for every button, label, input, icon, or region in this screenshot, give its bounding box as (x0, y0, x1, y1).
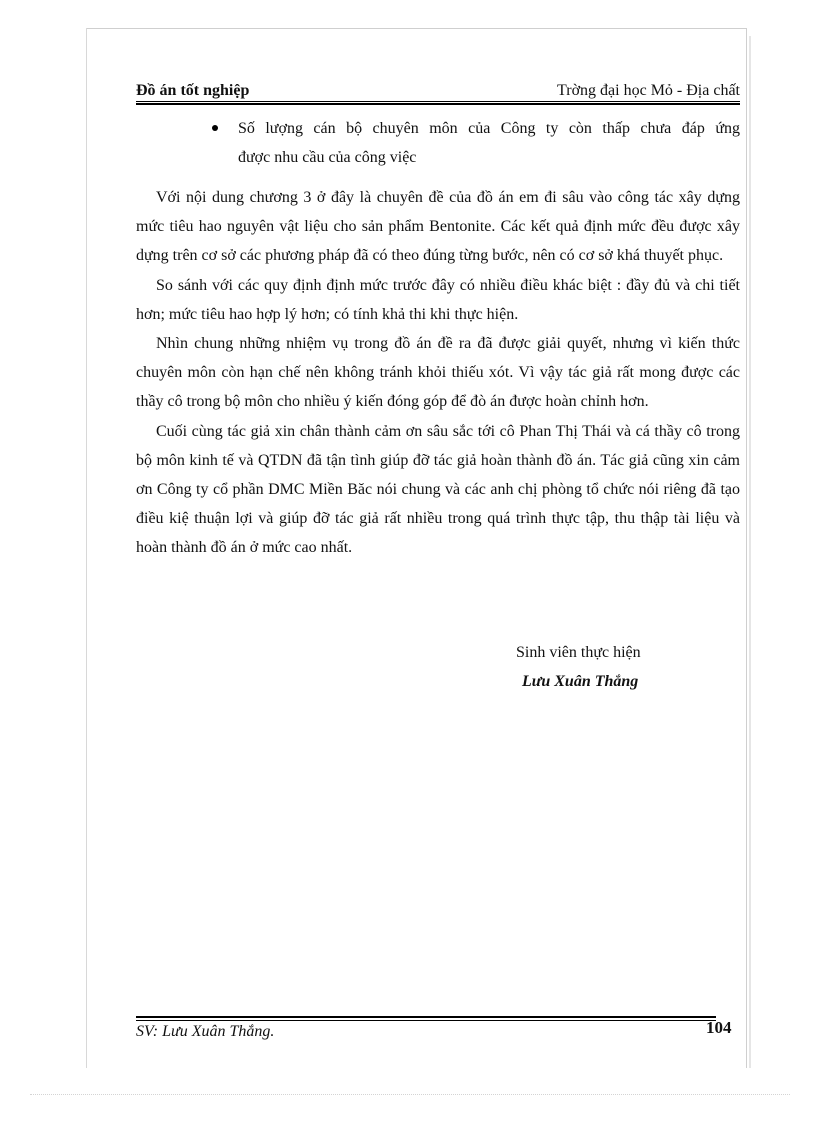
page-frame-top (86, 28, 746, 29)
bullet-text-line1: Số lượng cán bộ chuyên môn của Công ty còn thấp chưa đáp ứng (238, 120, 740, 137)
paragraph-2: So sánh với các quy định định mức trước đây có nhiều điều khác biệt : đầy đủ và chi tiết hơn; mức tiêu hao hợp lý hơn; có tính khả thi khi thực hiện. (136, 276, 740, 323)
page-header (136, 80, 740, 102)
page-number: 104 (706, 1018, 732, 1037)
footer-rule-thick (136, 1016, 716, 1018)
signature-role: Sinh viên thực hiện (516, 644, 641, 661)
page-frame-left (86, 28, 87, 1068)
header-rule-thick (136, 103, 740, 105)
paragraph-4: Cuối cùng tác giả xin chân thành cảm ơn sâu sắc tới cô Phan Thị Thái và cá thầy cô trong bộ môn kinh tế và QTDN đã tận tình giúp đỡ tác giả hoàn thành đồ án. Tác giả cũng xin cảm ơn Công ty cổ phần DMC Miền Băc nói chung và các anh chị phòng tổ chức nói riêng đã tạo điều kiệ thuận lợi và giúp đỡ tác giả rất nhiều trong quá trình thực tập, thu thập tài liệu và hoàn thành đồ án ở mức cao nhất. (136, 422, 740, 557)
signature-name: Lưu Xuân Thắng (522, 673, 639, 690)
paragraph-3: Nhìn chung những nhiệm vụ trong đồ án đề ra đã được giải quyết, nhưng vì kiến thức chuyên môn còn hạn chế nên không tránh khỏi thiếu xót. Vì vậy tác giả rất mong được các thầy cô trong bộ môn cho nhiều ý kiến đóng góp để đò án được hoàn chỉnh hơn. (136, 335, 740, 411)
footer-rule-thin (136, 1020, 716, 1021)
footer-student: SV: Lưu Xuân Thắng. (136, 1023, 275, 1040)
page-bottom-edge (30, 1094, 790, 1095)
bullet-text-line2: được nhu cầu của công việc (238, 149, 417, 166)
body-text (136, 183, 740, 563)
page-frame-right (746, 28, 747, 1068)
bullet-item (212, 114, 740, 172)
signature-block (516, 638, 716, 696)
header-left-title: Đồ án tốt nghiệp (136, 82, 250, 99)
page-frame-shadow (749, 36, 751, 1068)
bullet-text (212, 114, 740, 172)
bullet-dot-icon (212, 125, 218, 131)
header-rule-thin (136, 101, 740, 102)
paragraph-1: Với nội dung chương 3 ở đây là chuyên đề của đồ án em đi sâu vào công tác xây dựng mức tiêu hao nguyên vật liệu cho sản phẩm Bentonite. Các kết quả định mức đều được xây dựng trên cơ sở các phương pháp đã có theo đúng từng bước, nên có cơ sở khá thuyết phục. (136, 189, 740, 265)
header-right-title: Trờng đại học Mỏ - Địa chất (557, 82, 740, 99)
